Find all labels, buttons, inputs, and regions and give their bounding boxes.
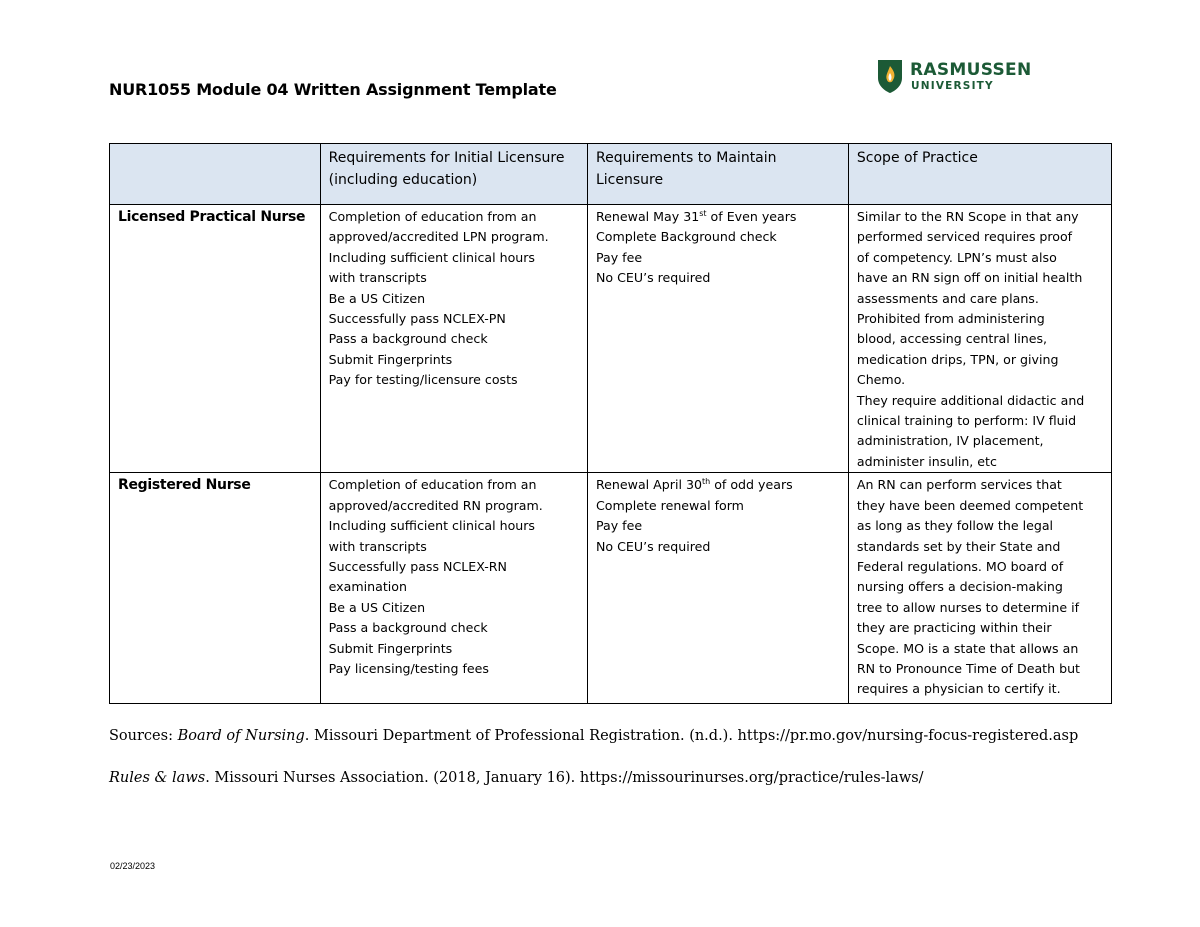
row-label-lpn: Licensed Practical Nurse [110, 205, 321, 473]
scope-line: Prohibited from administering [856, 311, 1045, 327]
list-item: Pay fee [595, 518, 643, 534]
list-item: No CEU’s required [595, 270, 711, 286]
scope-line: standards set by their State and [856, 538, 1061, 554]
scope-line: clinical training to perform: IV fluid [856, 413, 1077, 429]
list-item: No CEU’s required [595, 538, 711, 554]
page-title: NUR1055 Module 04 Written Assignment Template [109, 80, 557, 99]
scope-line: They require additional didactic and [856, 392, 1085, 408]
renewal-line [596, 207, 840, 227]
logo-name: RASMUSSEN [910, 60, 1032, 80]
flame-shield-icon [875, 58, 905, 94]
list-item: Including sufficient clinical hours [328, 249, 535, 265]
source-text-1: . Missouri Department of Professional Registration. (n.d.). https://pr.mo.gov/nursing-focus-registered.asp [304, 728, 1079, 744]
list-item: Submit Fingerprints [328, 351, 453, 367]
scope-line: blood, accessing central lines, [856, 331, 1048, 347]
list-item: Be a US Citizen [328, 599, 426, 615]
row-label-rn: Registered Nurse [110, 473, 321, 704]
rn-scope-cell [848, 473, 1111, 704]
scope-line: tree to allow nurses to determine if [856, 599, 1080, 615]
list-item: Pass a background check [328, 331, 488, 347]
scope-line: Federal regulations. MO board of [856, 558, 1064, 574]
scope-line: RN to Pronounce Time of Death but [856, 660, 1080, 676]
header-maintain-licensure: Requirements to Maintain Licensure [587, 144, 848, 205]
list-item: Successfully pass NCLEX-PN [328, 311, 506, 327]
list-item: Be a US Citizen [328, 290, 426, 306]
scope-line: nursing offers a decision-making [856, 579, 1063, 595]
list-item: with transcripts [328, 270, 427, 286]
scope-line: they are practicing within their [856, 620, 1052, 636]
renewal-text: Renewal May 31 [595, 209, 700, 224]
source-citation-1 [109, 724, 1109, 748]
scope-line: requires a physician to certify it. [856, 681, 1061, 697]
list-item: with transcripts [328, 538, 427, 554]
list-item: approved/accredited LPN program. [328, 229, 549, 245]
rn-maintain-cell [587, 473, 848, 704]
list-item: Completion of education from an [328, 477, 537, 493]
renewal-text-end: of odd years [710, 477, 793, 493]
list-item: Complete renewal form [595, 497, 744, 513]
lpn-initial-cell [320, 205, 587, 473]
footer-date: 02/23/2023 [110, 861, 156, 871]
list-item: Including sufficient clinical hours [328, 518, 535, 534]
scope-line: they have been deemed competent [856, 497, 1084, 513]
list-item: Pay fee [595, 249, 643, 265]
scope-line: Similar to the RN Scope in that any [856, 209, 1079, 224]
scope-line: Scope. MO is a state that allows an [856, 640, 1079, 656]
list-item: Successfully pass NCLEX-RN [328, 558, 507, 574]
lpn-maintain-cell [587, 205, 848, 473]
logo-subtitle: UNIVERSITY [911, 80, 994, 92]
lpn-scope-cell [848, 205, 1111, 473]
list-item: Complete Background check [595, 229, 777, 245]
renewal-ordinal: st [699, 208, 707, 218]
scope-line: of competency. LPN’s must also [856, 249, 1057, 265]
scope-line: performed serviced requires proof [856, 229, 1073, 245]
renewal-ordinal: th [701, 477, 711, 487]
scope-line: assessments and care plans. [856, 290, 1039, 306]
sources-prefix: Sources: [109, 728, 178, 744]
scope-line: An RN can perform services that [856, 477, 1062, 493]
header-scope-of-practice: Scope of Practice [848, 144, 1111, 205]
scope-line: administration, IV placement, [856, 433, 1044, 449]
renewal-text: Renewal April 30 [595, 477, 702, 493]
list-item: approved/accredited RN program. [328, 497, 543, 513]
list-item: Pass a background check [328, 620, 488, 636]
source-title-2: Rules & laws [109, 770, 206, 786]
list-item: Pay for testing/licensure costs [328, 372, 518, 388]
university-logo [875, 58, 1045, 98]
rn-initial-cell [320, 473, 587, 704]
source-title-1: Board of Nursing [177, 728, 305, 744]
header-empty [110, 144, 321, 205]
sources-section [109, 724, 1109, 790]
scope-line: Chemo. [856, 372, 906, 388]
renewal-line [596, 475, 840, 495]
scope-line: medication drips, TPN, or giving [856, 351, 1059, 367]
list-item: Pay licensing/testing fees [328, 660, 489, 676]
list-item: Completion of education from an [328, 209, 537, 224]
scope-line: administer insulin, etc [856, 453, 997, 469]
table-row-rn [110, 473, 1112, 704]
source-citation-2 [109, 766, 1109, 790]
list-item: examination [328, 579, 407, 595]
scope-line: as long as they follow the legal [856, 518, 1054, 534]
header-initial-licensure: Requirements for Initial Licensure (including education) [320, 144, 587, 205]
scope-line: have an RN sign off on initial health [856, 270, 1083, 286]
licensure-table [109, 143, 1112, 704]
source-text-2: . Missouri Nurses Association. (2018, January 16). https://missourinurses.org/practice/rules-laws/ [205, 770, 924, 786]
table-header-row [110, 144, 1112, 205]
list-item: Submit Fingerprints [328, 640, 453, 656]
renewal-text-end: of Even years [706, 209, 797, 224]
table-row-lpn [110, 205, 1112, 473]
